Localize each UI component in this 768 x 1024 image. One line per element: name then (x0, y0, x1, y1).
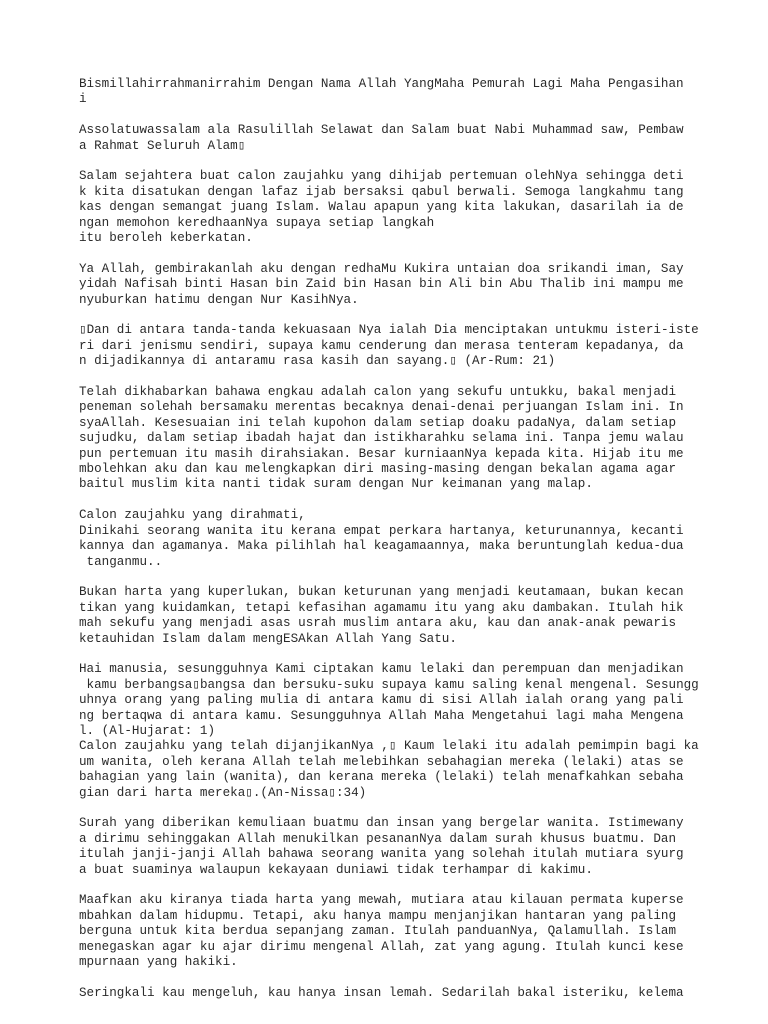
paragraph-doa: Ya Allah, gembirakanlah aku dengan redhaMu Kukira untaian doa srikandi iman, Say yidah Nafisah binti Hasan bin Zaid bin Hasan bin Ali bin Abu Thalib ini mampu me nyuburkan hatimu dengan Nur KasihNya. (79, 261, 684, 307)
paragraph-al-hujarat: Hai manusia, sesungguhnya Kami ciptakan kamu lelaki dan perempuan dan menjadikan kamu berbangsa▯bangsa dan bersuku-suku supaya kamu saling kenal mengenal. Sesungg uhnya orang yang paling mulia di antara kamu di sisi Allah ialah orang yang pali ng bertaqwa di antara kamu. Sesungguhnya Allah Maha Mengetahui lagi maha Mengena l. (Al-Hujarat: 1) Calon zaujahku yang telah dijanjikanNya ,▯ Kaum lelaki itu adalah pemimpin bagi ka um wanita, oleh kerana Allah telah melebihkan sebahagian mereka (lelaki) atas se bahagian yang lain (wanita), dan kerana mereka (lelaki) telah menafkahkan sebaha gian dari harta mereka▯.(An-Nissa▯:34) (79, 662, 699, 800)
paragraph-salam: Salam sejahtera buat calon zaujahku yang dihijab pertemuan olehNya sehingga deti k kita disatukan dengan lafaz ijab bersaksi qabul berwali. Semoga langkahmu tang kas dengan semangat juang Islam. Walau apapun yang kita lakukan, dasarilah ia de ngan memohon keredhaanNya supaya setiap langkah itu beroleh keberkatan. (79, 169, 684, 246)
paragraph-basmalah: Bismillahirrahmanirrahim Dengan Nama Allah YangMaha Pemurah Lagi Maha Pengasihan i (79, 77, 684, 107)
paragraph-calon-zaujah: Calon zaujahku yang dirahmati, Dinikahi seorang wanita itu kerana empat perkara hartanya, keturunannya, kecanti kannya dan agamanya. Maka pilihlah hal keagamaannya, maka beruntunglah kedua-dua tanganmu.. (79, 508, 684, 569)
paragraph-salawat: Assolatuwassalam ala Rasulillah Selawat dan Salam buat Nabi Muhammad saw, Pembaw a Rahmat Seluruh Alam▯ (79, 123, 684, 153)
paragraph-ar-rum: ▯Dan di antara tanda-tanda kekuasaan Nya ialah Dia menciptakan untukmu isteri-iste ri dari jenismu sendiri, supaya kamu cenderung dan merasa tenteram kepadanya, da n dijadikannya di antaramu rasa kasih dan sayang.▯ (Ar-Rum: 21) (79, 323, 699, 369)
paragraph-sekufu: Telah dikhabarkan bahawa engkau adalah calon yang sekufu untukku, bakal menjadi peneman solehah bersamaku merentas becaknya denai-denai perjuangan Islam ini. In syaAllah. Kesesuaian ini telah kupohon dalam setiap doaku padaNya, dalam setiap sujudku, dalam setiap ibadah hajat dan istikharahku selama ini. Tanpa jemu walau pun pertemuan itu masih dirahsiakan. Besar kurniaanNya kepada kita. Hijab itu me mbolehkan aku dan kau melengkapkan diri masing-masing dengan bekalan agama agar baitul muslim kita nanti tidak suram dengan Nur keimanan yang malap. (79, 385, 684, 492)
paragraph-bukan-harta: Bukan harta yang kuperlukan, bukan keturunan yang menjadi keutamaan, bukan kecan tikan yang kuidamkan, tetapi kefasihan agamamu itu yang aku dambakan. Itulah hik mah sekufu yang menjadi asas usrah muslim antara aku, kau dan anak-anak pewaris ketauhidan Islam dalam mengESAkan Allah Yang Satu. (79, 585, 684, 646)
document-body (79, 77, 729, 1001)
paragraph-seringkali: Seringkali kau mengeluh, kau hanya insan lemah. Sedarilah bakal isteriku, kelema (79, 985, 684, 1000)
paragraph-surah: Surah yang diberikan kemuliaan buatmu dan insan yang bergelar wanita. Istimewany a dirimu sehinggakan Allah menukilkan pesananNya dalam surah khusus buatmu. Dan itulah janji-janji Allah bahawa seorang wanita yang solehah itulah mutiara syurg a buat suaminya walaupun kekayaan duniawi tidak terhampar di kakimu. (79, 816, 684, 877)
paragraph-maafkan: Maafkan aku kiranya tiada harta yang mewah, mutiara atau kilauan permata kuperse mbahkan dalam hidupmu. Tetapi, aku hanya mampu menjanjikan hantaran yang paling berguna untuk kita berdua sepanjang zaman. Itulah panduanNya, Qalamullah. Islam menegaskan agar ku ajar dirimu mengenal Allah, zat yang agung. Itulah kunci kese mpurnaan yang hakiki. (79, 893, 684, 969)
